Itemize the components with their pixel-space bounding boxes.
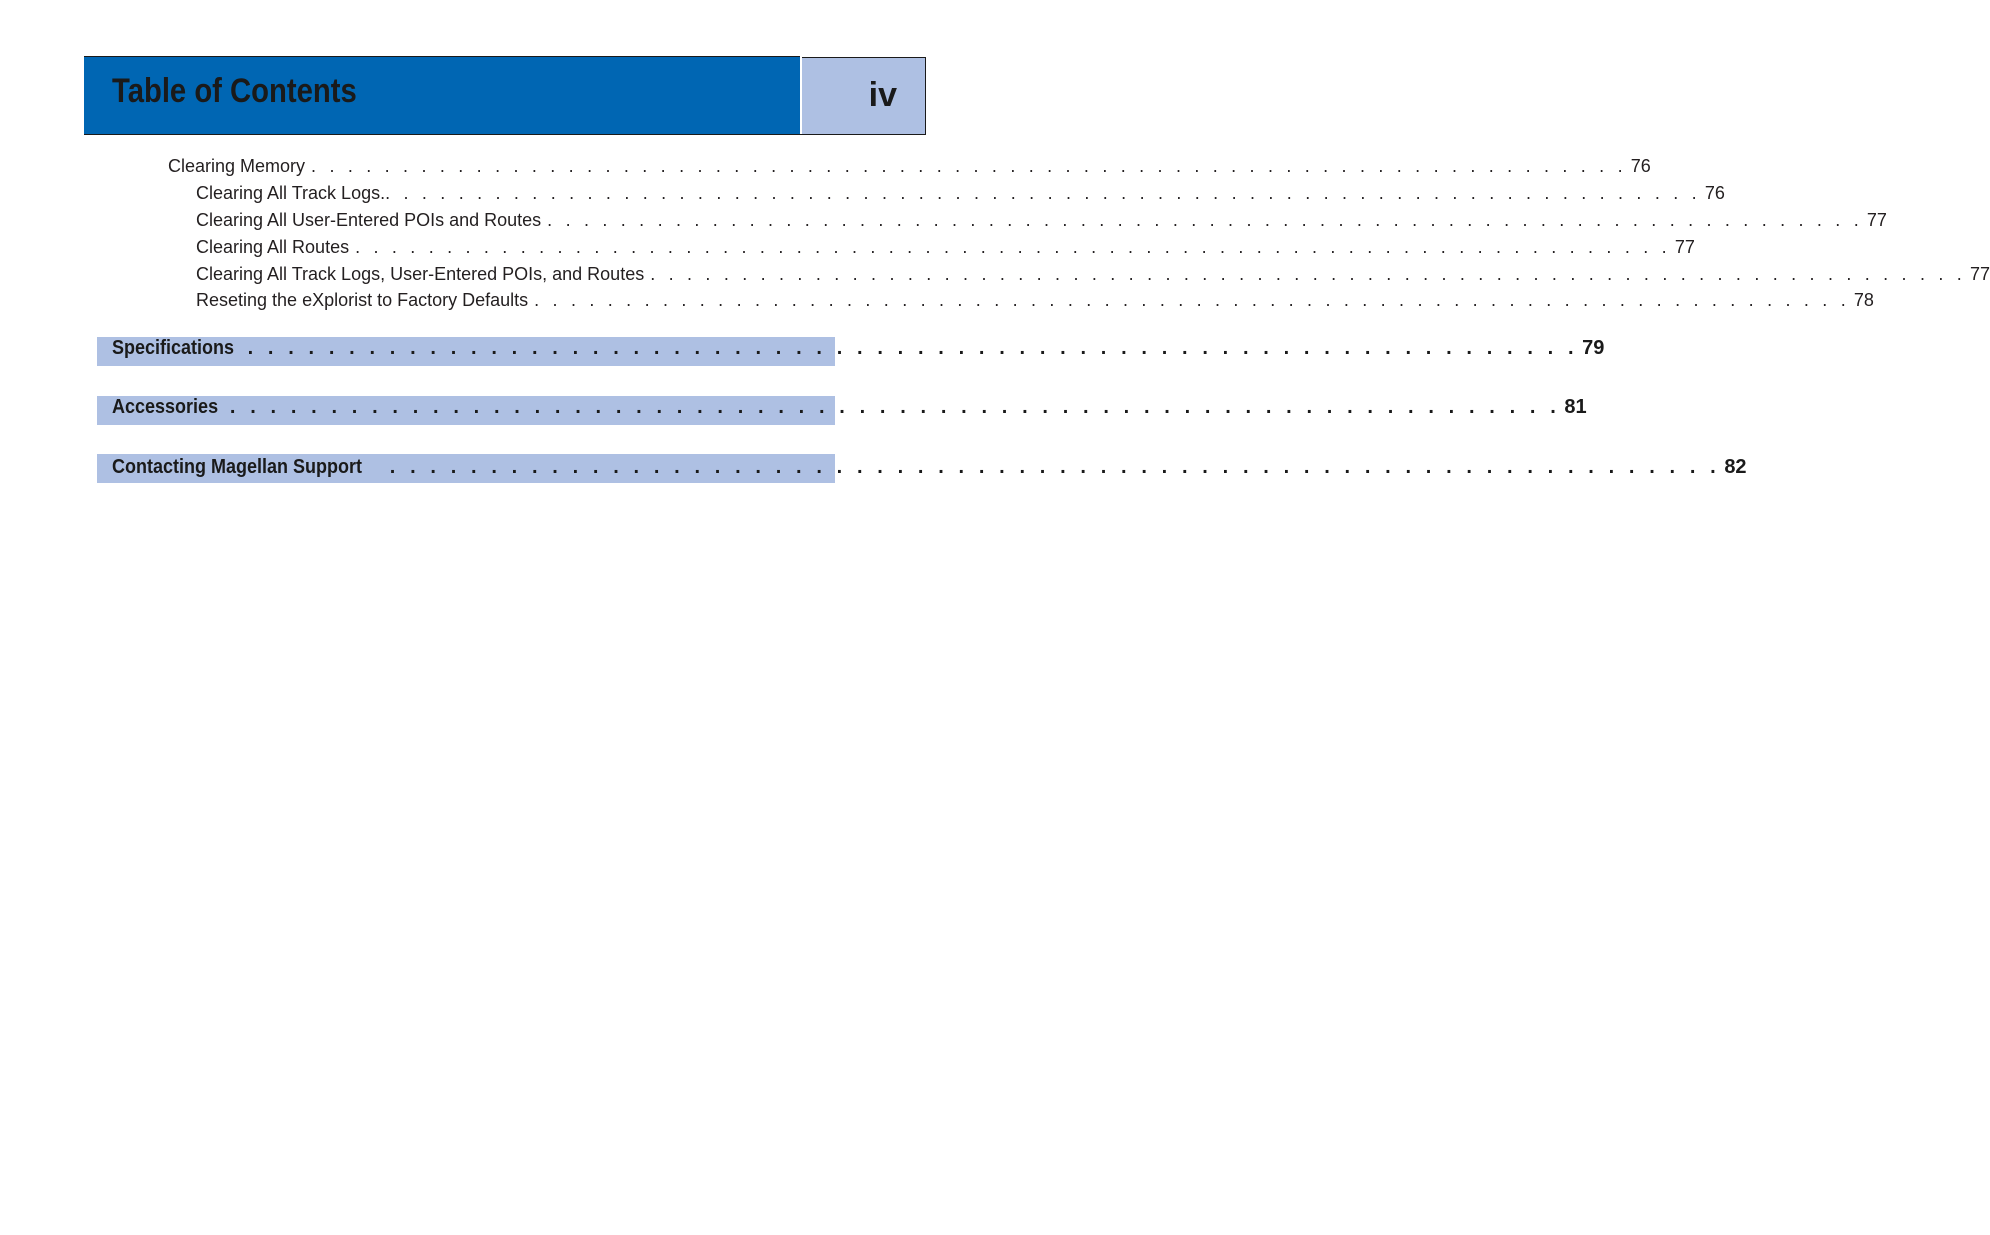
toc-entry-clearing-all-track-logs[interactable] [196, 182, 1725, 204]
toc-entry-clearing-all-routes[interactable] [196, 236, 1695, 258]
chapter-header [84, 56, 800, 135]
toc-entry-page: 78 [1853, 290, 1874, 310]
dot-leader: . . . . . . . . . . . . . . . . . . . . . . . . . . . . . . . . . . . . . . . . . . . . . . . . . . . . . . . . . . . . . . . . . . . . . . . . [385, 183, 1701, 203]
toc-entry-clearing-pois-routes[interactable] [196, 209, 1887, 231]
toc-entry-label: Reseting the eXplorist to Factory Defaults [196, 290, 529, 310]
toc-entry-clearing-memory[interactable] [168, 155, 1651, 177]
toc-entry-label: Clearing Memory [168, 156, 306, 176]
toc-entry-clearing-logs-pois-routes[interactable] [196, 263, 1990, 285]
dot-leader: . . . . . . . . . . . . . . . . . . . . . . . . . . . . . . . . . . . . . . . . . . . . . . . . . . . . . . . . . . . . . . . . . . [389, 456, 1721, 478]
toc-entry-label: Clearing All Track Logs. [196, 183, 386, 203]
toc-entry-page: 76 [1630, 156, 1651, 176]
dot-leader: . . . . . . . . . . . . . . . . . . . . . . . . . . . . . . . . . . . . . . . . . . . . . . . . . . . . . . . . . . . . . . . . . . . . . . . . [311, 156, 1627, 176]
toc-entry-factory-defaults[interactable] [196, 289, 1874, 311]
toc-entry-label: Clearing All Track Logs, User-Entered POIs, and Routes [196, 264, 645, 284]
toc-section-accessories[interactable] [112, 395, 1587, 419]
toc-entry-page: 77 [1674, 237, 1695, 257]
toc-entry-page: 77 [1969, 264, 1990, 284]
page-number-box [802, 57, 926, 134]
dot-leader: . . . . . . . . . . . . . . . . . . . . . . . . . . . . . . . . . . . . . . . . . . . . . . . . . . . . . . . . . . . . . . . . . . . . . . . . [547, 210, 1863, 230]
page-title: Table of Contents [112, 72, 357, 110]
dot-leader: . . . . . . . . . . . . . . . . . . . . . . . . . . . . . . . . . . . . . . . . . . . . . . . . . . . . . . . . . . . . . . . . . . . . . . . . [650, 264, 1966, 284]
dot-leader: . . . . . . . . . . . . . . . . . . . . . . . . . . . . . . . . . . . . . . . . . . . . . . . . . . . . . . . . . . . . . . . . . . [229, 396, 1561, 418]
header-rule [84, 134, 926, 135]
page-number: iv [868, 76, 897, 114]
toc-section-label: Contacting Magellan Support [112, 456, 363, 478]
toc-entry-page: 77 [1866, 210, 1887, 230]
dot-leader: . . . . . . . . . . . . . . . . . . . . . . . . . . . . . . . . . . . . . . . . . . . . . . . . . . . . . . . . . . . . . . . . . . . . . . . . [534, 290, 1850, 310]
toc-section-specifications[interactable] [112, 336, 1605, 360]
toc-section-label: Accessories [112, 396, 219, 418]
toc-section-page: 79 [1582, 337, 1605, 359]
toc-section-label: Specifications [112, 337, 235, 359]
toc-entry-label: Clearing All User-Entered POIs and Routes [196, 210, 542, 230]
toc-entry-page: 76 [1704, 183, 1725, 203]
toc-section-page: 81 [1564, 396, 1587, 418]
toc-entry-label: Clearing All Routes [196, 237, 350, 257]
dot-leader: . . . . . . . . . . . . . . . . . . . . . . . . . . . . . . . . . . . . . . . . . . . . . . . . . . . . . . . . . . . . . . . . . . . . . . . . [355, 237, 1671, 257]
toc-section-magellan-support[interactable] [112, 455, 1747, 479]
dot-leader: . . . . . . . . . . . . . . . . . . . . . . . . . . . . . . . . . . . . . . . . . . . . . . . . . . . . . . . . . . . . . . . . . . [247, 337, 1579, 359]
toc-section-page: 82 [1724, 456, 1747, 478]
